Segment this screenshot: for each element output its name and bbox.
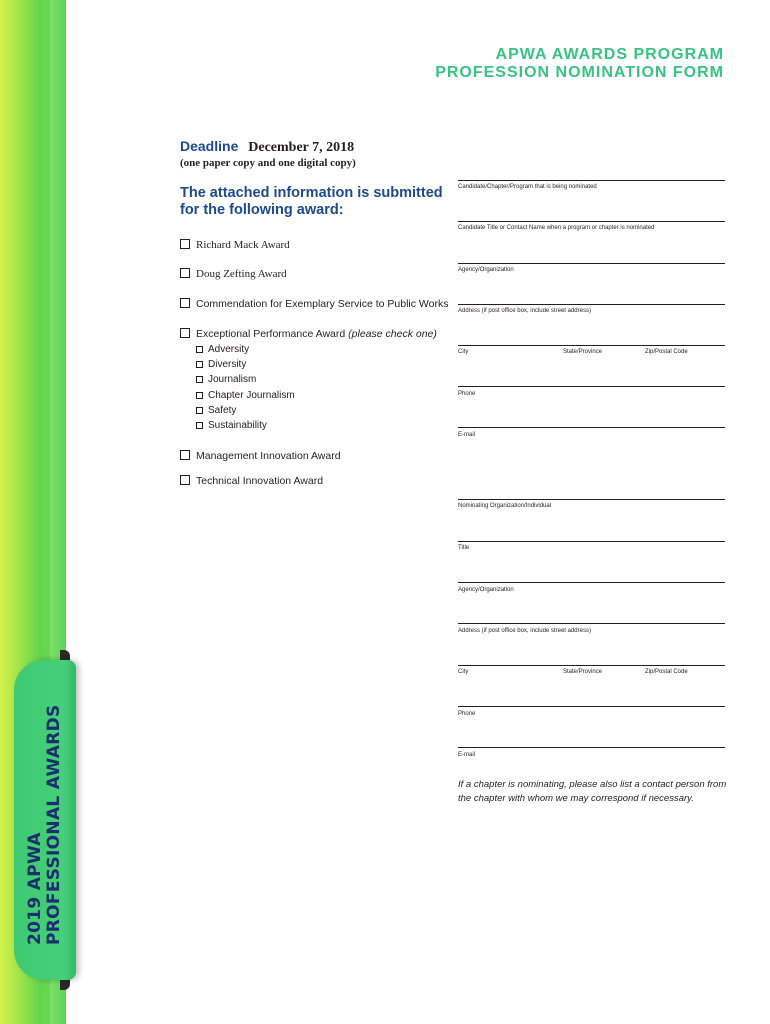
option-richard-mack[interactable] [180,239,290,251]
contact-label: Candidate Title or Contact Name when a program or chapter is nominated [458,225,655,231]
option-exceptional[interactable] [180,328,437,340]
deadline-copies: (one paper copy and one digital copy) [180,157,356,169]
nominator-email-field[interactable] [458,747,725,748]
sub-option-journalism[interactable] [196,374,256,385]
sub-option-diversity[interactable] [196,359,246,370]
address-label: Address (if post office box, include street address) [458,308,591,314]
nominator-city-state-zip-field[interactable] [458,665,725,666]
header-line1: APWA AWARDS PROGRAM [495,46,724,63]
nominator-agency-label: Agency/Organization [458,587,514,593]
option-commendation[interactable] [180,298,448,310]
option-doug-zefting[interactable] [180,268,287,280]
contact-field[interactable] [458,221,725,222]
checkbox[interactable] [180,475,190,485]
address-field[interactable] [458,304,725,305]
checkbox[interactable] [180,450,190,460]
option-label: Management Innovation Award [196,450,341,462]
nominating-field[interactable] [458,499,725,500]
agency-label: Agency/Organization [458,267,514,273]
nominator-phone-label: Phone [458,711,476,717]
city-state-zip-field[interactable] [458,345,725,346]
nominator-state-label: State/Province [563,669,603,675]
checkbox[interactable] [180,298,190,308]
sub-option-chapter-journalism[interactable] [196,390,295,401]
checkbox[interactable] [180,328,190,338]
phone-label: Phone [458,391,476,397]
sub-option-label: Diversity [208,359,247,370]
checkbox[interactable] [196,407,203,414]
form-header [435,46,724,82]
nominator-agency-field[interactable] [458,582,725,583]
option-technical-innovation[interactable] [180,475,323,487]
sub-option-label: Chapter Journalism [208,390,295,401]
side-tab-line2: PROFESSIONAL AWARDS [44,704,64,945]
option-label: Technical Innovation Award [196,475,324,487]
option-label: Commendation for Exemplary Service to Public Works [196,298,449,310]
side-tab-line1: 2019 APWA [25,832,45,945]
nominator-email-label: E-mail [458,752,476,758]
sub-option-label: Adversity [208,344,250,355]
zip-label: Zip/Postal Code [645,349,688,355]
header-line2: PROFESSION NOMINATION FORM [435,64,724,81]
email-label: E-mail [458,432,476,438]
sub-option-label: Safety [208,405,237,416]
nominator-title-label: Title [458,545,470,551]
checkbox[interactable] [196,346,203,353]
nominator-zip-label: Zip/Postal Code [645,669,688,675]
checkbox[interactable] [180,239,190,249]
nominator-title-field[interactable] [458,541,725,542]
checkbox[interactable] [196,376,203,383]
candidate-field[interactable] [458,180,725,181]
side-tab-text [26,685,64,945]
sub-option-label: Journalism [208,374,257,385]
city-label: City [458,349,469,355]
state-label: State/Province [563,349,603,355]
nominator-address-field[interactable] [458,623,725,624]
candidate-label: Candidate/Chapter/Program that is being nominated [458,184,597,190]
option-note: (please check one) [348,328,437,340]
deadline-date: December 7, 2018 [248,140,355,155]
sub-option-label: Sustainability [208,420,267,431]
nominator-city-label: City [458,669,469,675]
option-label: Richard Mack Award [196,239,290,251]
chapter-note: If a chapter is nominating, please also list a contact person from the chapter with whom we may correspond if necessary. [458,779,727,804]
checkbox[interactable] [196,422,203,429]
phone-field[interactable] [458,386,725,387]
checkbox[interactable] [196,392,203,399]
email-field[interactable] [458,427,725,428]
checkbox[interactable] [196,361,203,368]
intro-heading: The attached information is submitted for the following award: [180,185,443,218]
sub-option-sustainability[interactable] [196,420,267,431]
option-label: Doug Zefting Award [196,268,287,280]
nominator-phone-field[interactable] [458,706,725,707]
checkbox[interactable] [180,268,190,278]
option-management-innovation[interactable] [180,450,341,462]
sub-option-adversity[interactable] [196,344,249,355]
deadline [180,138,354,156]
nominating-label: Nominating Organization/Individual [458,503,552,509]
sub-option-safety[interactable] [196,405,236,416]
nominator-address-label: Address (if post office box, include street address) [458,628,591,634]
agency-field[interactable] [458,263,725,264]
deadline-label: Deadline [180,138,239,154]
option-label: Exceptional Performance Award [196,328,346,340]
